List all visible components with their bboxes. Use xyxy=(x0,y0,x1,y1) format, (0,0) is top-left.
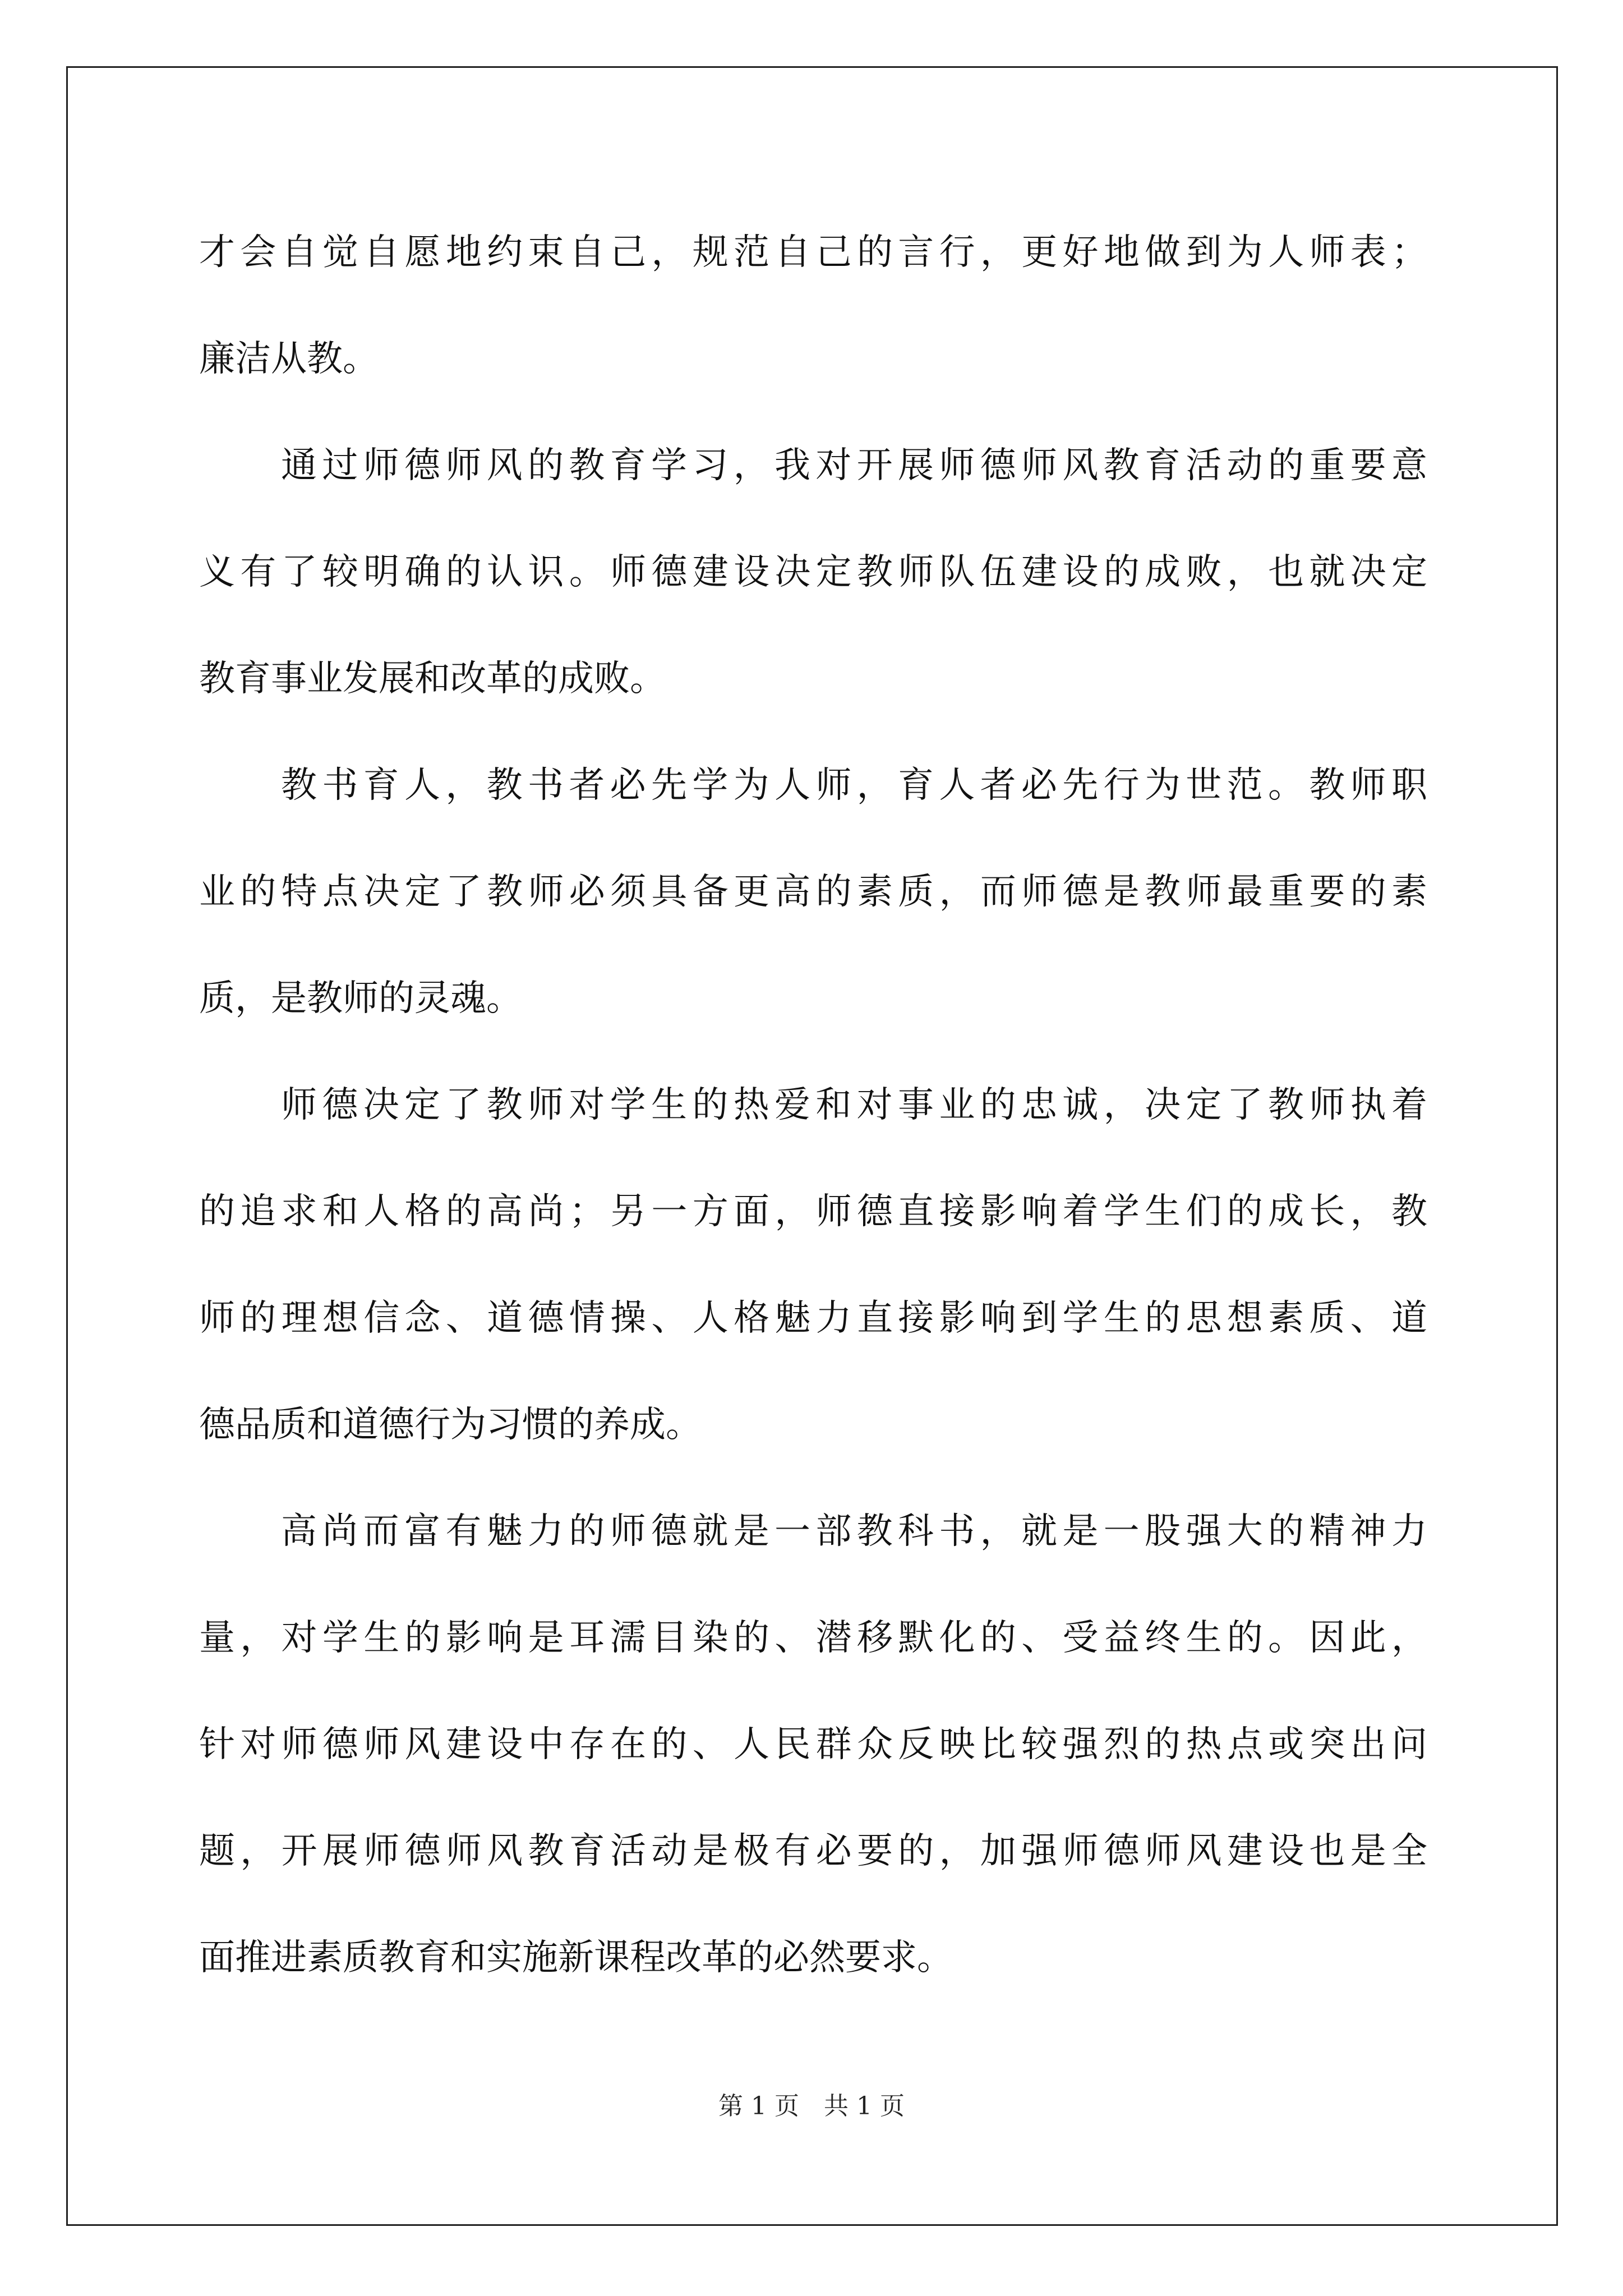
text-line: 量，对学生的影响是耳濡目染的、潜移默化的、受益终生的。因此， xyxy=(199,1617,1427,1659)
text-line: 针对师德师风建设中存在的、人民群众反映比较强烈的热点或突出问 xyxy=(199,1724,1427,1765)
text-line: 的追求和人格的高尚；另一方面，师德直接影响着学生们的成长，教 xyxy=(199,1191,1427,1232)
text-line: 面推进素质教育和实施新课程改革的必然要求。 xyxy=(199,1937,953,1978)
text-line: 教育事业发展和改革的成败。 xyxy=(199,658,666,700)
text-line: 高尚而富有魅力的师德就是一部教科书，就是一股强大的精神力 xyxy=(281,1511,1427,1552)
text-line: 才会自觉自愿地约束自己，规范自己的言行，更好地做到为人师表； xyxy=(199,232,1427,273)
text-line: 师的理想信念、道德情操、人格魅力直接影响到学生的思想素质、道 xyxy=(199,1297,1427,1339)
text-line: 廉洁从教。 xyxy=(199,338,379,380)
text-line: 通过师德师风的教育学习，我对开展师德师风教育活动的重要意 xyxy=(281,445,1427,486)
text-line: 质，是教师的灵魂。 xyxy=(199,978,522,1019)
text-line: 师德决定了教师对学生的热爱和对事业的忠诚，决定了教师执着 xyxy=(281,1084,1427,1126)
text-line: 义有了较明确的认识。师德建设决定教师队伍建设的成败，也就决定 xyxy=(199,551,1427,593)
text-line: 德品质和道德行为习惯的养成。 xyxy=(199,1404,702,1446)
text-line: 业的特点决定了教师必须具备更高的素质，而师德是教师最重要的素 xyxy=(199,871,1427,913)
page-footer: 第 1 页 共 1 页 xyxy=(718,2092,905,2120)
text-line: 题，开展师德师风教育活动是极有必要的，加强师德师风建设也是全 xyxy=(199,1830,1427,1872)
document-body xyxy=(199,199,1427,2011)
text-line: 教书育人，教书者必先学为人师，育人者必先行为世范。教师职 xyxy=(281,765,1427,806)
